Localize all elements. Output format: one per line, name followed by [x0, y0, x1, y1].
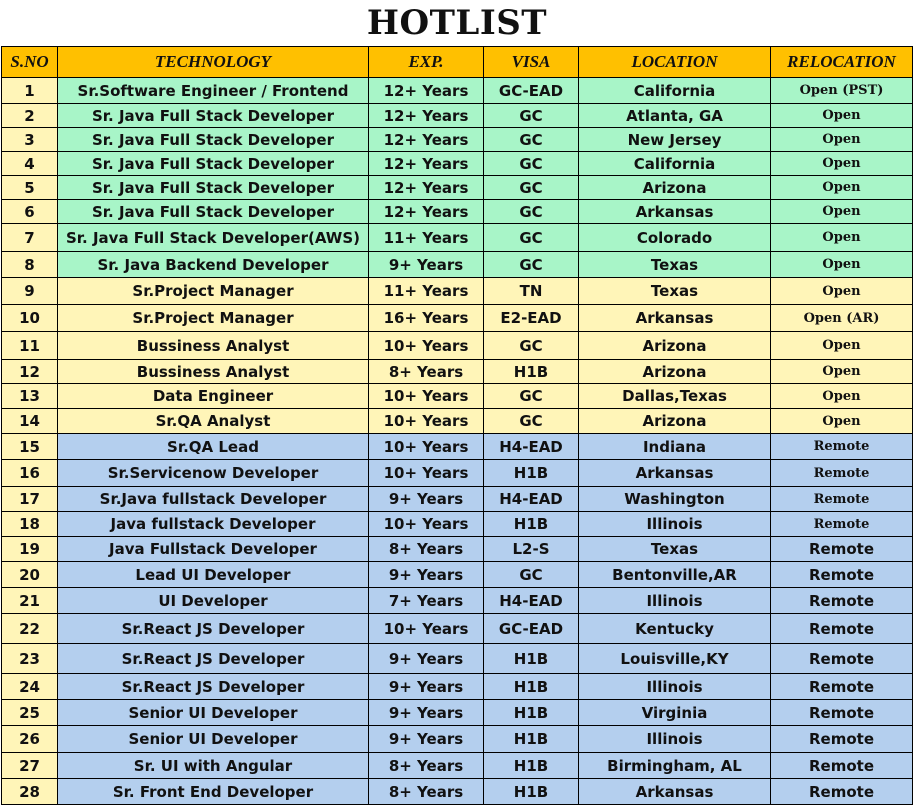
cell-sno: 12: [2, 360, 58, 384]
cell-relocation: Remote: [771, 614, 913, 644]
cell-exp: 12+ Years: [369, 176, 484, 200]
cell-technology: Data Engineer: [58, 384, 369, 409]
cell-relocation: Open: [771, 360, 913, 384]
cell-technology: Sr.React JS Developer: [58, 644, 369, 674]
cell-technology: Sr.Java fullstack Developer: [58, 487, 369, 512]
cell-location: Illinois: [579, 512, 771, 537]
cell-sno: 24: [2, 674, 58, 700]
cell-exp: 10+ Years: [369, 614, 484, 644]
cell-visa: GC: [484, 128, 579, 152]
cell-location: Indiana: [579, 434, 771, 460]
cell-exp: 9+ Years: [369, 487, 484, 512]
cell-sno: 1: [2, 78, 58, 104]
cell-technology: Sr.Servicenow Developer: [58, 460, 369, 487]
cell-exp: 10+ Years: [369, 460, 484, 487]
cell-location: Arizona: [579, 360, 771, 384]
cell-exp: 8+ Years: [369, 360, 484, 384]
cell-exp: 12+ Years: [369, 200, 484, 224]
table-row: [2, 104, 913, 128]
cell-visa: H1B: [484, 700, 579, 726]
cell-technology: Sr.React JS Developer: [58, 674, 369, 700]
hotlist-table: [1, 46, 913, 805]
cell-exp: 11+ Years: [369, 278, 484, 305]
cell-relocation: Remote: [771, 726, 913, 753]
cell-sno: 25: [2, 700, 58, 726]
cell-technology: Sr. Java Full Stack Developer(AWS): [58, 224, 369, 252]
table-row: [2, 753, 913, 779]
cell-visa: H1B: [484, 644, 579, 674]
cell-relocation: Remote: [771, 537, 913, 562]
cell-location: Bentonville,AR: [579, 562, 771, 588]
cell-sno: 19: [2, 537, 58, 562]
cell-relocation: Open: [771, 128, 913, 152]
cell-relocation: Open: [771, 278, 913, 305]
cell-technology: Bussiness Analyst: [58, 360, 369, 384]
cell-technology: Sr.Software Engineer / Frontend: [58, 78, 369, 104]
cell-sno: 6: [2, 200, 58, 224]
cell-visa: H1B: [484, 360, 579, 384]
cell-technology: UI Developer: [58, 588, 369, 614]
cell-location: Virginia: [579, 700, 771, 726]
cell-visa: H4-EAD: [484, 588, 579, 614]
cell-visa: GC: [484, 152, 579, 176]
cell-location: New Jersey: [579, 128, 771, 152]
cell-visa: GC: [484, 176, 579, 200]
cell-exp: 9+ Years: [369, 726, 484, 753]
table-row: [2, 252, 913, 278]
header-relocation: RELOCATION: [771, 47, 913, 78]
table-row: [2, 562, 913, 588]
header-visa: VISA: [484, 47, 579, 78]
table-row: [2, 128, 913, 152]
table-row: [2, 360, 913, 384]
cell-location: Dallas,Texas: [579, 384, 771, 409]
cell-relocation: Remote: [771, 588, 913, 614]
cell-relocation: Remote: [771, 700, 913, 726]
cell-location: Texas: [579, 252, 771, 278]
cell-location: Illinois: [579, 674, 771, 700]
cell-location: Kentucky: [579, 614, 771, 644]
cell-sno: 4: [2, 152, 58, 176]
cell-technology: Java fullstack Developer: [58, 512, 369, 537]
cell-exp: 12+ Years: [369, 78, 484, 104]
cell-sno: 10: [2, 305, 58, 332]
cell-relocation: Remote: [771, 644, 913, 674]
cell-exp: 10+ Years: [369, 332, 484, 360]
cell-technology: Sr. Java Full Stack Developer: [58, 104, 369, 128]
cell-exp: 8+ Years: [369, 537, 484, 562]
cell-exp: 8+ Years: [369, 753, 484, 779]
cell-exp: 12+ Years: [369, 152, 484, 176]
cell-sno: 18: [2, 512, 58, 537]
cell-visa: GC: [484, 409, 579, 434]
cell-exp: 12+ Years: [369, 128, 484, 152]
cell-location: California: [579, 78, 771, 104]
cell-visa: TN: [484, 278, 579, 305]
cell-visa: GC-EAD: [484, 614, 579, 644]
cell-location: Arkansas: [579, 460, 771, 487]
cell-technology: Sr. Java Full Stack Developer: [58, 176, 369, 200]
cell-technology: Sr.QA Analyst: [58, 409, 369, 434]
cell-visa: H1B: [484, 753, 579, 779]
cell-technology: Sr.Project Manager: [58, 278, 369, 305]
cell-location: Washington: [579, 487, 771, 512]
table-row: [2, 460, 913, 487]
cell-location: Texas: [579, 278, 771, 305]
cell-location: Colorado: [579, 224, 771, 252]
cell-visa: H1B: [484, 674, 579, 700]
cell-location: Atlanta, GA: [579, 104, 771, 128]
cell-technology: Sr. Java Backend Developer: [58, 252, 369, 278]
table-row: [2, 176, 913, 200]
cell-visa: E2-EAD: [484, 305, 579, 332]
cell-relocation: Open: [771, 176, 913, 200]
table-row: [2, 278, 913, 305]
header-sno: S.NO: [2, 47, 58, 78]
header-row: [2, 47, 913, 78]
table-row: [2, 779, 913, 805]
cell-relocation: Open (AR): [771, 305, 913, 332]
cell-technology: Sr. Front End Developer: [58, 779, 369, 805]
cell-sno: 28: [2, 779, 58, 805]
cell-relocation: Remote: [771, 562, 913, 588]
cell-exp: 10+ Years: [369, 512, 484, 537]
page-title: HOTLIST: [366, 3, 548, 43]
cell-relocation: Open: [771, 409, 913, 434]
cell-location: Arizona: [579, 332, 771, 360]
cell-location: Arkansas: [579, 779, 771, 805]
cell-sno: 21: [2, 588, 58, 614]
cell-location: Arizona: [579, 176, 771, 200]
cell-relocation: Open (PST): [771, 78, 913, 104]
cell-relocation: Open: [771, 332, 913, 360]
cell-visa: GC: [484, 562, 579, 588]
cell-exp: 10+ Years: [369, 434, 484, 460]
table-row: [2, 434, 913, 460]
table-row: [2, 78, 913, 104]
table-row: [2, 512, 913, 537]
cell-visa: GC-EAD: [484, 78, 579, 104]
table-row: [2, 332, 913, 360]
cell-technology: Bussiness Analyst: [58, 332, 369, 360]
table-row: [2, 409, 913, 434]
cell-sno: 13: [2, 384, 58, 409]
cell-sno: 11: [2, 332, 58, 360]
cell-relocation: Remote: [771, 434, 913, 460]
cell-location: Illinois: [579, 588, 771, 614]
cell-location: California: [579, 152, 771, 176]
cell-relocation: Open: [771, 384, 913, 409]
cell-relocation: Open: [771, 224, 913, 252]
cell-exp: 10+ Years: [369, 409, 484, 434]
cell-relocation: Open: [771, 104, 913, 128]
table-row: [2, 726, 913, 753]
cell-relocation: Remote: [771, 512, 913, 537]
cell-exp: 9+ Years: [369, 700, 484, 726]
table-row: [2, 614, 913, 644]
cell-visa: GC: [484, 384, 579, 409]
cell-exp: 9+ Years: [369, 674, 484, 700]
cell-technology: Senior UI Developer: [58, 726, 369, 753]
cell-visa: GC: [484, 332, 579, 360]
cell-visa: GC: [484, 224, 579, 252]
cell-visa: GC: [484, 252, 579, 278]
cell-visa: GC: [484, 200, 579, 224]
cell-relocation: Remote: [771, 779, 913, 805]
cell-technology: Sr.React JS Developer: [58, 614, 369, 644]
cell-location: Texas: [579, 537, 771, 562]
cell-sno: 17: [2, 487, 58, 512]
cell-exp: 9+ Years: [369, 252, 484, 278]
cell-technology: Sr. Java Full Stack Developer: [58, 200, 369, 224]
cell-technology: Java Fullstack Developer: [58, 537, 369, 562]
cell-relocation: Open: [771, 252, 913, 278]
cell-technology: Sr.QA Lead: [58, 434, 369, 460]
cell-exp: 10+ Years: [369, 384, 484, 409]
cell-location: Louisville,KY: [579, 644, 771, 674]
table-row: [2, 224, 913, 252]
cell-visa: H1B: [484, 779, 579, 805]
cell-sno: 27: [2, 753, 58, 779]
cell-technology: Sr. Java Full Stack Developer: [58, 128, 369, 152]
header-technology: TECHNOLOGY: [58, 47, 369, 78]
cell-technology: Lead UI Developer: [58, 562, 369, 588]
cell-visa: H1B: [484, 726, 579, 753]
cell-visa: GC: [484, 104, 579, 128]
cell-technology: Sr. UI with Angular: [58, 753, 369, 779]
cell-technology: Sr. Java Full Stack Developer: [58, 152, 369, 176]
cell-exp: 7+ Years: [369, 588, 484, 614]
cell-location: Birmingham, AL: [579, 753, 771, 779]
cell-exp: 16+ Years: [369, 305, 484, 332]
table-row: [2, 537, 913, 562]
cell-location: Arkansas: [579, 305, 771, 332]
table-row: [2, 700, 913, 726]
cell-sno: 20: [2, 562, 58, 588]
cell-sno: 8: [2, 252, 58, 278]
table-row: [2, 487, 913, 512]
cell-visa: L2-S: [484, 537, 579, 562]
cell-sno: 22: [2, 614, 58, 644]
table-body: [2, 78, 913, 805]
cell-sno: 23: [2, 644, 58, 674]
cell-sno: 5: [2, 176, 58, 200]
cell-sno: 2: [2, 104, 58, 128]
cell-relocation: Remote: [771, 674, 913, 700]
table-row: [2, 674, 913, 700]
cell-sno: 26: [2, 726, 58, 753]
cell-visa: H1B: [484, 512, 579, 537]
cell-exp: 12+ Years: [369, 104, 484, 128]
table-row: [2, 152, 913, 176]
table-row: [2, 305, 913, 332]
cell-sno: 15: [2, 434, 58, 460]
cell-relocation: Remote: [771, 487, 913, 512]
cell-sno: 14: [2, 409, 58, 434]
cell-visa: H4-EAD: [484, 434, 579, 460]
cell-sno: 16: [2, 460, 58, 487]
header-exp: EXP.: [369, 47, 484, 78]
cell-exp: 11+ Years: [369, 224, 484, 252]
cell-sno: 3: [2, 128, 58, 152]
cell-visa: H1B: [484, 460, 579, 487]
cell-relocation: Remote: [771, 753, 913, 779]
table-row: [2, 644, 913, 674]
cell-technology: Senior UI Developer: [58, 700, 369, 726]
cell-sno: 7: [2, 224, 58, 252]
cell-location: Arizona: [579, 409, 771, 434]
header-location: LOCATION: [579, 47, 771, 78]
cell-exp: 8+ Years: [369, 779, 484, 805]
table-row: [2, 200, 913, 224]
cell-exp: 9+ Years: [369, 644, 484, 674]
cell-technology: Sr.Project Manager: [58, 305, 369, 332]
table-row: [2, 384, 913, 409]
cell-sno: 9: [2, 278, 58, 305]
cell-relocation: Remote: [771, 460, 913, 487]
cell-relocation: Open: [771, 152, 913, 176]
cell-exp: 9+ Years: [369, 562, 484, 588]
cell-location: Illinois: [579, 726, 771, 753]
cell-visa: H4-EAD: [484, 487, 579, 512]
table-row: [2, 588, 913, 614]
cell-relocation: Open: [771, 200, 913, 224]
cell-location: Arkansas: [579, 200, 771, 224]
